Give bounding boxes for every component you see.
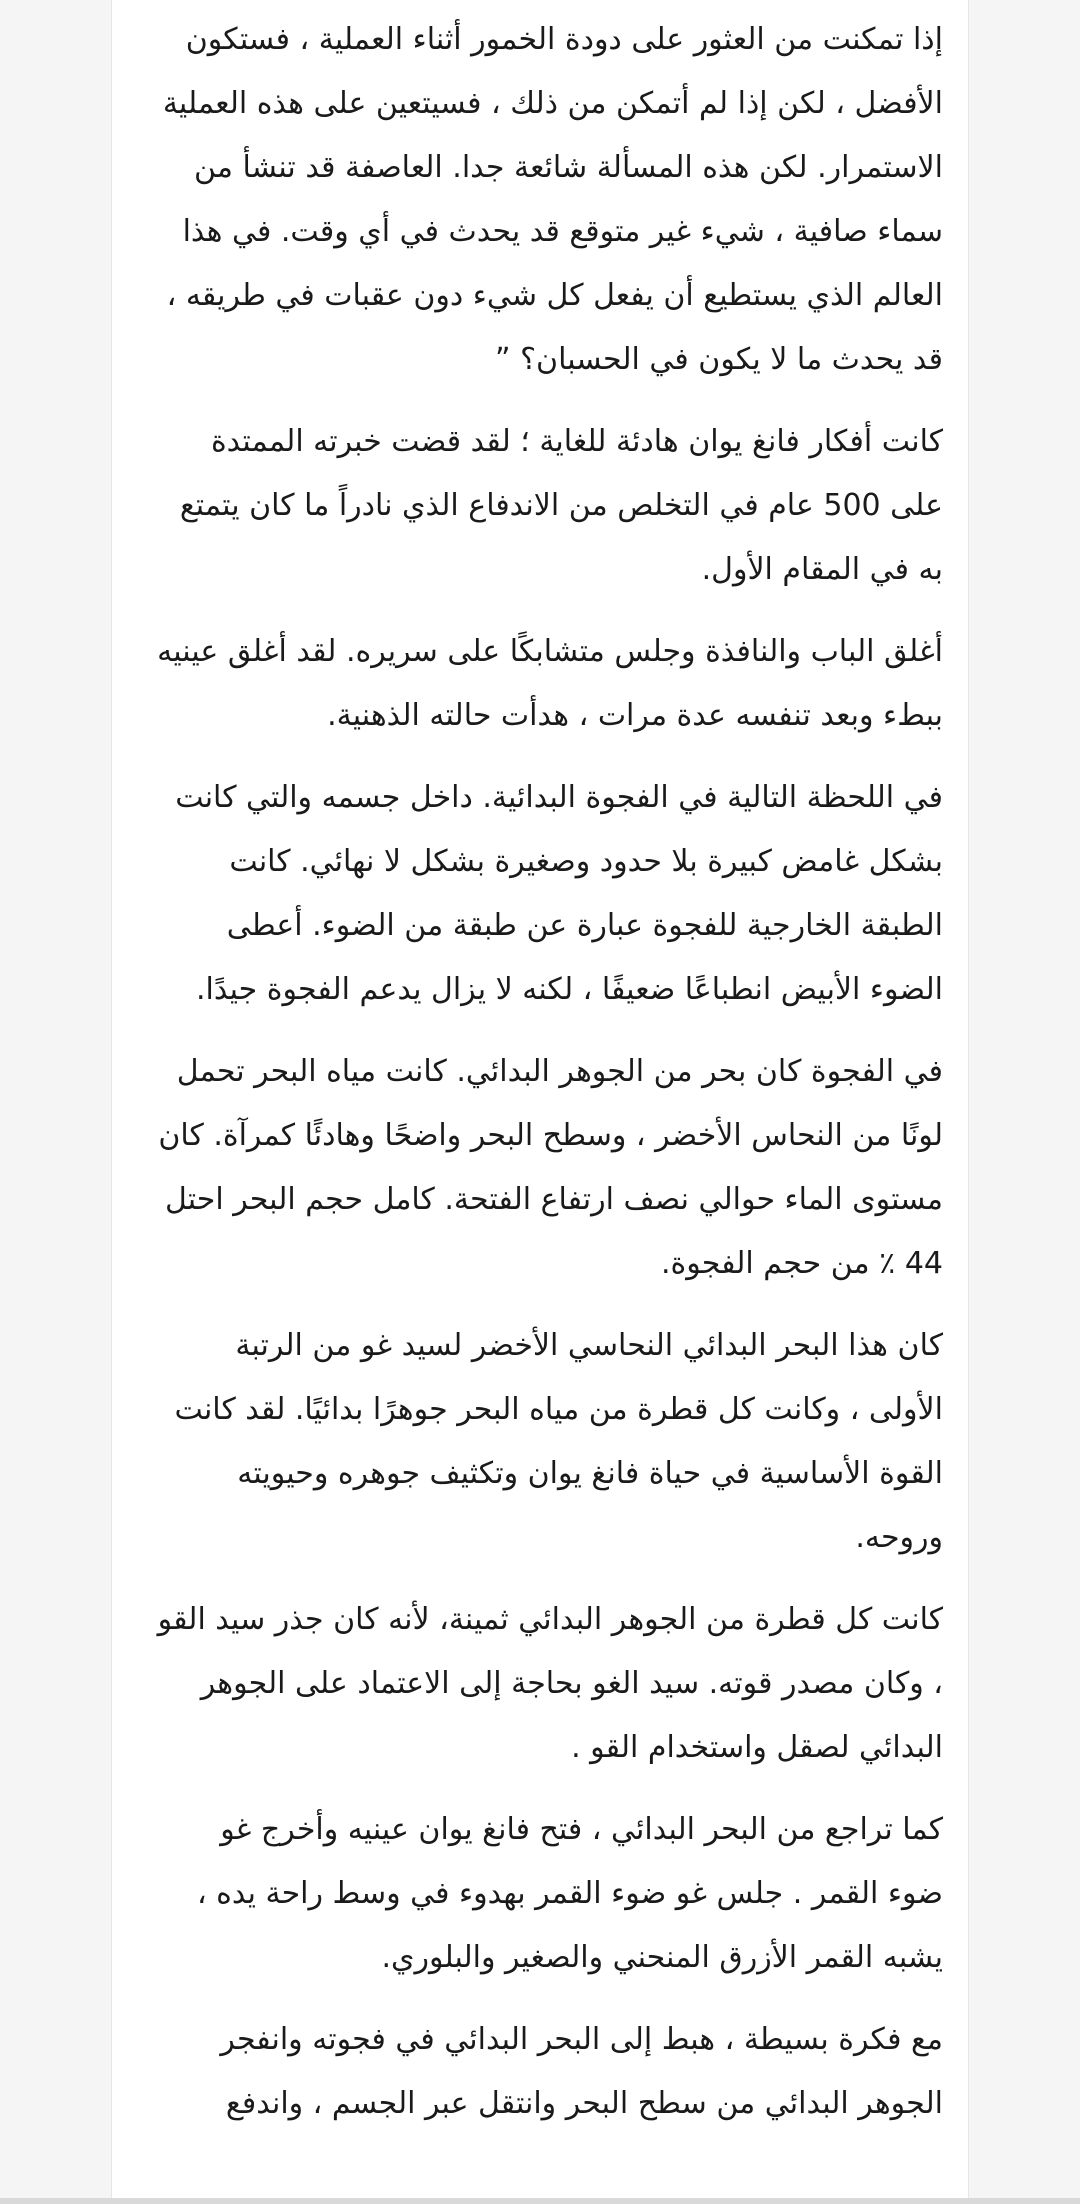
paragraph-7: كانت كل قطرة من الجوهر البدائي ثمينة، لأنه كان جذر سيد القو ، وكان مصدر قوته. سيد الغو بحاجة إلى الاعتماد على الجوهر البدائي لصقل واستخدام القو . bbox=[157, 1602, 943, 1765]
paragraph-3: أغلق الباب والنافذة وجلس متشابكًا على سريره. لقد أغلق عينيه ببطء وبعد تنفسه عدة مرات ، هدأت حالته الذهنية. bbox=[157, 634, 943, 733]
paragraph-1: إذا تمكنت من العثور على دودة الخمور أثناء العملية ، فستكون الأفضل ، لكن إذا لم أتمكن من ذلك ، فسيتعين على هذه العملية الاستمرار. لكن هذه المسألة شائعة جدا. العاصفة قد تنشأ من سماء صافية ، شيء غير متوقع قد يحدث في أي وقت. في هذا العالم الذي يستطيع أن يفعل كل شيء دون عقبات في طريقه ، قد يحدث ما لا يكون في الحسبان؟ ” bbox=[162, 22, 943, 377]
bottom-edge-bar bbox=[0, 2198, 1080, 2204]
paragraph-6: كان هذا البحر البدائي النحاسي الأخضر لسيد غو من الرتبة الأولى ، وكانت كل قطرة من مياه البحر جوهرًا بدائيًا. لقد كانت القوة الأساسية في حياة فانغ يوان وتكثيف جوهره وحيويته وروحه. bbox=[174, 1328, 943, 1555]
paragraph-9: مع فكرة بسيطة ، هبط إلى البحر البدائي في فجوته وانفجر الجوهر البدائي من سطح البحر وانتقل عبر الجسم ، واندفع bbox=[220, 2022, 943, 2121]
reader-page bbox=[111, 0, 969, 2204]
paragraph-4: في اللحظة التالية في الفجوة البدائية. داخل جسمه والتي كانت بشكل غامض كبيرة بلا حدود وصغيرة بشكل لا نهائي. كانت الطبقة الخارجية للفجوة عبارة عن طبقة من الضوء. أعطى الضوء الأبيض انطباعًا ضعيفًا ، لكنه لا يزال يدعم الفجوة جيدًا. bbox=[175, 780, 943, 1007]
paragraph-8: كما تراجع من البحر البدائي ، فتح فانغ يوان عينيه وأخرج غو ضوء القمر . جلس غو ضوء القمر بهدوء في وسط راحة يده ، يشبه القمر الأزرق المنحني والصغير والبلوري. bbox=[196, 1812, 943, 1975]
article-text bbox=[157, 8, 943, 2154]
paragraph-5: في الفجوة كان بحر من الجوهر البدائي. كانت مياه البحر تحمل لونًا من النحاس الأخضر ، وسطح البحر واضحًا وهادئًا كمرآة. كان مستوى الماء حوالي نصف ارتفاع الفتحة. كامل حجم البحر احتل 44 ٪ من حجم الفجوة. bbox=[158, 1054, 943, 1281]
paragraph-2: كانت أفكار فانغ يوان هادئة للغاية ؛ لقد قضت خبرته الممتدة على 500 عام في التخلص من الاندفاع الذي نادراً ما كان يتمتع به في المقام الأول. bbox=[179, 424, 943, 587]
